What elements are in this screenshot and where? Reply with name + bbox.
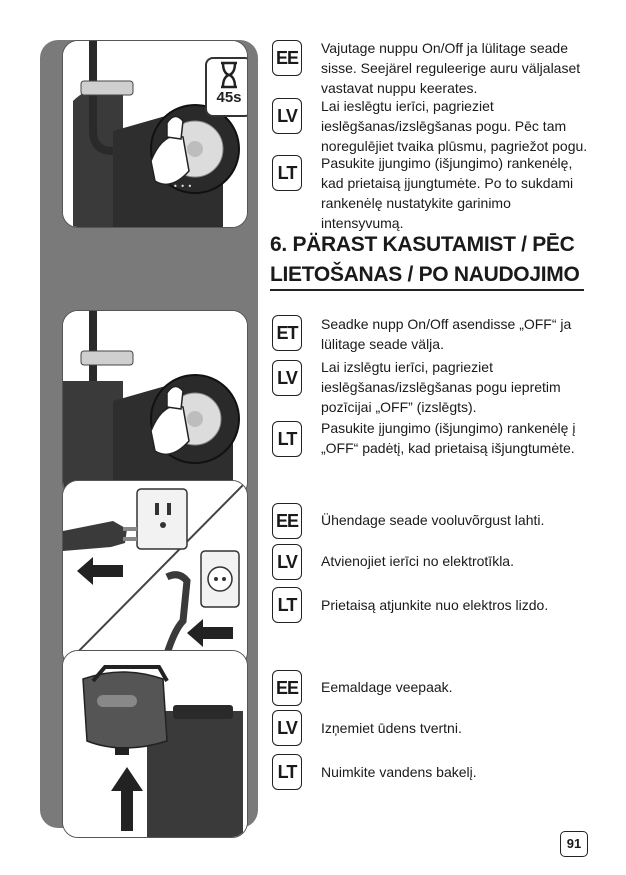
lang-badge-ee: EE [272,40,302,76]
instruction-text: Ühendage seade vooluvõrgust lahti. [321,512,545,528]
instruction-text: Izņemiet ūdens tvertni. [321,720,462,736]
lang-badge-lv: LV [272,544,302,580]
instruction-text: Vajutage nuppu On/Off ja lülitage seade sisse. Seejärel reguleerige auru väljalaset vastavat nuppu keerates. [321,40,581,96]
instruction-text: Eemaldage veepaak. [321,679,453,695]
page-number: 91 [560,831,588,857]
hourglass-icon [207,59,248,91]
lang-badge-et: ET [272,315,302,351]
lang-badge-lv: LV [272,98,302,134]
instruction-text: Lai ieslēgtu ierīci, pagrieziet ieslēgšanas/izslēgšanas pogu. Pēc tam noregulējiet tvaika plūsmu, pagriežot pogu. [321,98,588,154]
lang-badge-lt: LT [272,754,302,790]
instruction-text: Seadke nupp On/Off asendisse „OFF“ ja lülitage seade välja. [321,316,572,352]
instruction-text: Pasukite įjungimo (išjungimo) rankenėlę į „OFF“ padėtį, kad prietaisą išjungtumėte. [321,420,576,456]
illustration-sidebar [40,40,258,828]
instruction-text: Atvienojiet ierīci no elektrotīkla. [321,553,514,569]
lang-badge-lv: LV [272,360,302,396]
lang-badge-lt: LT [272,421,302,457]
illustration-remove-tank [62,650,248,838]
timer-badge [205,57,248,117]
instruction-text: Prietaisą atjunkite nuo elektros lizdo. [321,597,549,613]
lang-badge-lt: LT [272,155,302,191]
timer-label: 45s [216,89,242,106]
illustration-dial-on [62,40,248,228]
title-divider [270,289,584,291]
instruction-text: Nuimkite vandens bakelį. [321,764,477,780]
lang-badge-ee: EE [272,670,302,706]
instruction-text: Lai izslēgtu ierīci, pagrieziet ieslēgšanas/izslēgšanas pogu iepretim pozīcijai „OFF” (izslēgts). [321,359,561,415]
lang-badge-ee: EE [272,503,302,539]
illustration-unplug [62,480,248,668]
lang-badge-lv: LV [272,710,302,746]
instruction-text: Pasukite įjungimo (išjungimo) rankenėlę, kad prietaisą įjungtumėte. Po to sukdami rankenėlę nustatykite garinimo intensyvumą. [321,155,574,231]
lang-badge-lt: LT [272,587,302,623]
svg-text:• • •: • • • [173,182,193,191]
illustration-dial-off [62,310,248,498]
section-title: 6. PÄRAST KASUTAMIST / PĒC LIETOŠANAS / PO NAUDOJIMO [270,233,580,286]
